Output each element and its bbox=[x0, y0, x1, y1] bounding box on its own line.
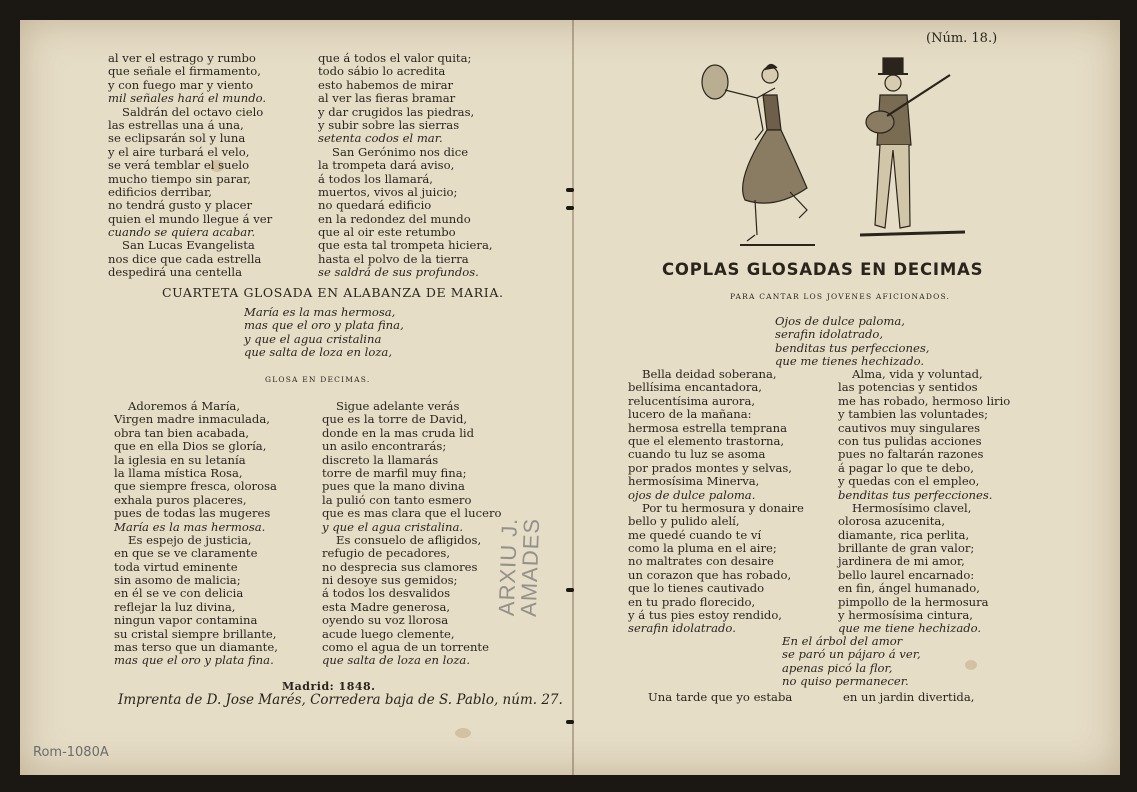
verse-line: la llama mística Rosa, bbox=[114, 465, 243, 480]
verse-line: serafin idolatrado. bbox=[628, 621, 736, 636]
verse-line: un asilo encontrarás; bbox=[322, 439, 447, 454]
verse-line: esta Madre generosa, bbox=[322, 599, 451, 614]
verse-line: torre de marfil muy fina; bbox=[322, 465, 467, 480]
verse-line: en la redondez del mundo bbox=[318, 211, 471, 226]
verse-line: como el agua de un torrente bbox=[322, 640, 489, 655]
left-column-1 bbox=[108, 52, 272, 280]
verse-line: y quedas con el empleo, bbox=[838, 474, 980, 489]
right-column-1 bbox=[628, 368, 804, 636]
verse-line: esto habemos de mirar bbox=[318, 77, 454, 92]
verse-line: hasta el polvo de la tierra bbox=[318, 251, 469, 266]
verse-line: á todos los llamará, bbox=[318, 171, 433, 186]
verse-line: que esta tal trompeta hiciera, bbox=[318, 238, 493, 253]
verse-line: diamante, rica perlita, bbox=[838, 527, 970, 542]
verse-line: En el árbol del amor bbox=[782, 634, 903, 648]
verse-line: hermosa estrella temprana bbox=[628, 420, 788, 435]
verse-line: y dar crugidos las piedras, bbox=[318, 104, 475, 119]
verse-line: su cristal siempre brillante, bbox=[114, 626, 277, 641]
verse-line: pimpollo de la hermosura bbox=[838, 594, 989, 609]
stamp-line: AMADES bbox=[515, 517, 545, 618]
verse-line: se eclipsarán sol y luna bbox=[108, 131, 246, 146]
center-fold bbox=[572, 20, 574, 775]
verse-line: y el aire turbará el velo, bbox=[108, 144, 250, 159]
verse-line: se saldrá de sus profundos. bbox=[318, 265, 479, 280]
archive-stamp bbox=[493, 517, 545, 618]
verse-line: oyendo su voz llorosa bbox=[322, 613, 449, 628]
verse-line: que á todos el valor quita; bbox=[318, 51, 472, 65]
verse-line: y á tus pies estoy rendido, bbox=[628, 608, 782, 623]
stamp-line: ARXIU J. bbox=[493, 517, 523, 617]
verse-line: serafin idolatrado, bbox=[775, 327, 884, 342]
verse-line: nos dice que cada estrella bbox=[108, 251, 262, 266]
verse-line: benditas tus perfecciones, bbox=[775, 340, 930, 355]
verse-line: y que el agua cristalina. bbox=[322, 519, 464, 534]
verse-line: y que el agua cristalina bbox=[244, 331, 382, 346]
verse-line: hermosísima Minerva, bbox=[628, 474, 760, 489]
verse-line: acude luego clemente, bbox=[322, 626, 455, 641]
place-date: Madrid: 1848. bbox=[282, 680, 376, 693]
verse-line: las estrellas una á una, bbox=[108, 117, 244, 132]
verse-line: que en ella Dios se gloría, bbox=[114, 439, 267, 454]
verse-line: no quiso permanecer. bbox=[782, 674, 909, 689]
verse-line: como la pluma en el aire; bbox=[628, 541, 777, 556]
verse-line: María es la mas hermosa, bbox=[244, 305, 396, 319]
imprint: Imprenta de D. Jose Marés, Corredera baja de S. Pablo, núm. 27. bbox=[118, 692, 563, 708]
verse-line: no tendrá gusto y placer bbox=[108, 198, 253, 213]
title: COPLAS GLOSADAS EN DECIMAS bbox=[662, 260, 984, 279]
verse-line: mas que el oro y plata fina, bbox=[244, 318, 404, 333]
verse-line: que es mas clara que el lucero bbox=[322, 506, 502, 521]
verse-line: María es la mas hermosa. bbox=[114, 519, 266, 534]
binding-hole bbox=[566, 188, 574, 192]
verse-line: por prados montes y selvas, bbox=[628, 460, 792, 475]
verse-line: con tus pulidas acciones bbox=[838, 433, 982, 448]
verse-line: la trompeta dará aviso, bbox=[318, 158, 455, 173]
verse-line: bello laurel encarnado: bbox=[838, 567, 975, 582]
section-heading: CUARTETA GLOSADA EN ALABANZA DE MARIA. bbox=[162, 285, 504, 300]
verse-line: Hermosísimo clavel, bbox=[852, 500, 972, 515]
verse-line: en fin, ángel humanado, bbox=[838, 581, 980, 596]
verse-line: y con fuego mar y viento bbox=[108, 77, 254, 92]
subtitle: PARA CANTAR LOS JOVENES AFICIONADOS. bbox=[730, 292, 951, 301]
dancers-woodcut bbox=[695, 50, 970, 250]
verse-line: y subir sobre las sierras bbox=[318, 117, 460, 132]
stain bbox=[455, 728, 471, 738]
verse-line: pues de todas las mugeres bbox=[114, 506, 271, 521]
verse-line: mas que el oro y plata fina. bbox=[114, 653, 274, 668]
verse-line: apenas picó la flor, bbox=[782, 660, 893, 675]
verse-line: refugio de pecadores, bbox=[322, 546, 451, 561]
verse-line: mas terso que un diamante, bbox=[114, 640, 278, 655]
verse-line: bellísima encantadora, bbox=[628, 380, 762, 395]
verse-line: en tu prado florecido, bbox=[628, 594, 756, 609]
quatrain-2 bbox=[782, 635, 921, 689]
last-line-right: en un jardin divertida, bbox=[843, 690, 975, 704]
verse-line: exhala puros placeres, bbox=[114, 492, 247, 507]
verse-line: me has robado, hermoso lirio bbox=[838, 393, 1011, 408]
verse-line: mil señales hará el mundo. bbox=[108, 91, 267, 106]
verse-line: San Lucas Evangelista bbox=[122, 238, 255, 253]
verse-line: en él se ve con delicia bbox=[114, 586, 244, 601]
verse-line: San Gerónimo nos dice bbox=[332, 144, 469, 159]
verse-line: no maltrates con desaire bbox=[628, 554, 774, 569]
verse-line: y tambien las voluntades; bbox=[838, 407, 989, 422]
verse-line: Ojos de dulce paloma, bbox=[775, 314, 905, 328]
verse-line: brillante de gran valor; bbox=[838, 541, 975, 556]
verse-line: que salta de loza en loza. bbox=[322, 653, 471, 668]
verse-line: discreto la llamarás bbox=[322, 452, 439, 467]
stain bbox=[965, 660, 977, 670]
pencil-catalog-note: Rom-1080A bbox=[33, 745, 109, 760]
verse-line: las potencias y sentidos bbox=[838, 380, 978, 395]
verse-line: al ver el estrago y rumbo bbox=[108, 51, 256, 65]
verse-line: donde en la mas cruda lid bbox=[322, 425, 475, 440]
verse-line: me quedé cuando te ví bbox=[628, 527, 762, 542]
verse-line: jardinera de mi amor, bbox=[838, 554, 965, 569]
verse-line: todo sábio lo acredita bbox=[318, 64, 446, 79]
verse-line: no quedará edificio bbox=[318, 198, 432, 213]
verse-line: Es espejo de justicia, bbox=[128, 532, 252, 547]
verse-line: Alma, vida y voluntad, bbox=[852, 367, 983, 381]
verse-line: Saldrán del octavo cielo bbox=[122, 104, 264, 119]
verse-line: á todos los desvalidos bbox=[322, 586, 451, 601]
verse-line: bello y pulido alelí, bbox=[628, 514, 740, 529]
verse-line: Por tu hermosura y donaire bbox=[642, 500, 804, 515]
last-line-left: Una tarde que yo estaba bbox=[648, 690, 793, 704]
verse-line: sin asomo de malicia; bbox=[114, 573, 241, 588]
verse-line: edificios derribar, bbox=[108, 184, 212, 199]
verse-line: cautivos muy singulares bbox=[838, 420, 981, 435]
verse-line: cuando se quiera acabar. bbox=[108, 225, 256, 240]
verse-line: á pagar lo que te debo, bbox=[838, 460, 974, 475]
verse-line: se verá temblar el suelo bbox=[108, 158, 250, 173]
verse-line: mucho tiempo sin parar, bbox=[108, 171, 251, 186]
verse-line: ojos de dulce paloma. bbox=[628, 487, 756, 502]
quatrain bbox=[775, 315, 929, 369]
verse-line: que el elemento trastorna, bbox=[628, 433, 785, 448]
verse-line: ningun vapor contamina bbox=[114, 613, 258, 628]
verse-line: un corazon que has robado, bbox=[628, 567, 792, 582]
verse-line: que me tiene hechizado. bbox=[838, 621, 982, 636]
verse-line: que lo tienes cautivado bbox=[628, 581, 765, 596]
tambourine-icon bbox=[702, 65, 728, 99]
verse-line: que salta de loza en loza, bbox=[244, 345, 393, 360]
verse-line: quien el mundo llegue á ver bbox=[108, 211, 273, 226]
verse-line: toda virtud eminente bbox=[114, 559, 238, 574]
verse-line: setenta codos el mar. bbox=[318, 131, 443, 146]
verse-line: Virgen madre inmaculada, bbox=[114, 412, 270, 427]
verse-line: benditas tus perfecciones. bbox=[838, 487, 993, 502]
verse-line: relucentísima aurora, bbox=[628, 393, 756, 408]
verse-line: despedirá una centella bbox=[108, 265, 242, 280]
verse-line: cuando tu luz se asoma bbox=[628, 447, 766, 462]
binding-hole bbox=[566, 720, 574, 724]
verse-line: lucero de la mañana: bbox=[628, 407, 752, 422]
binding-hole bbox=[566, 206, 574, 210]
verse-line: no desprecia sus clamores bbox=[322, 559, 478, 574]
verse-line: Sigue adelante verás bbox=[336, 399, 460, 413]
verse-line: que siempre fresca, olorosa bbox=[114, 479, 277, 494]
verse-line: Adoremos á María, bbox=[128, 399, 241, 413]
verse-line: pues no faltarán razones bbox=[838, 447, 984, 462]
left-column-4 bbox=[322, 400, 501, 668]
verse-line: Bella deidad soberana, bbox=[642, 367, 777, 381]
verse-line: olorosa azucenita, bbox=[838, 514, 946, 529]
verse-line: al ver las fieras bramar bbox=[318, 91, 456, 106]
verse-line: en que se ve claramente bbox=[114, 546, 258, 561]
subheading: GLOSA EN DECIMAS. bbox=[265, 375, 371, 384]
verse-line: Es consuelo de afligidos, bbox=[336, 532, 482, 547]
verse-line: la pulió con tanto esmero bbox=[322, 492, 472, 507]
verse-line: que al oir este retumbo bbox=[318, 225, 456, 240]
verse-line: se paró un pájaro á ver, bbox=[782, 647, 921, 662]
verse-line: reflejar la luz divina, bbox=[114, 599, 236, 614]
quatrain bbox=[244, 306, 404, 360]
verse-line: ni desoye sus gemidos; bbox=[322, 573, 458, 588]
verse-line: que me tienes hechizado. bbox=[775, 354, 925, 369]
page-number: (Núm. 18.) bbox=[926, 31, 998, 46]
verse-line: pues que la mano divina bbox=[322, 479, 465, 494]
left-column-2 bbox=[318, 52, 493, 280]
verse-line: muertos, vivos al juicio; bbox=[318, 184, 458, 199]
verse-line: la iglesia en su letanía bbox=[114, 452, 246, 467]
verse-line: que señale el firmamento, bbox=[108, 64, 261, 79]
verse-line: que es la torre de David, bbox=[322, 412, 468, 427]
binding-hole bbox=[566, 588, 574, 592]
right-column-2 bbox=[838, 368, 1010, 636]
verse-line: y hermosísima cintura, bbox=[838, 608, 973, 623]
verse-line: obra tan bien acabada, bbox=[114, 425, 250, 440]
left-column-3 bbox=[114, 400, 278, 668]
